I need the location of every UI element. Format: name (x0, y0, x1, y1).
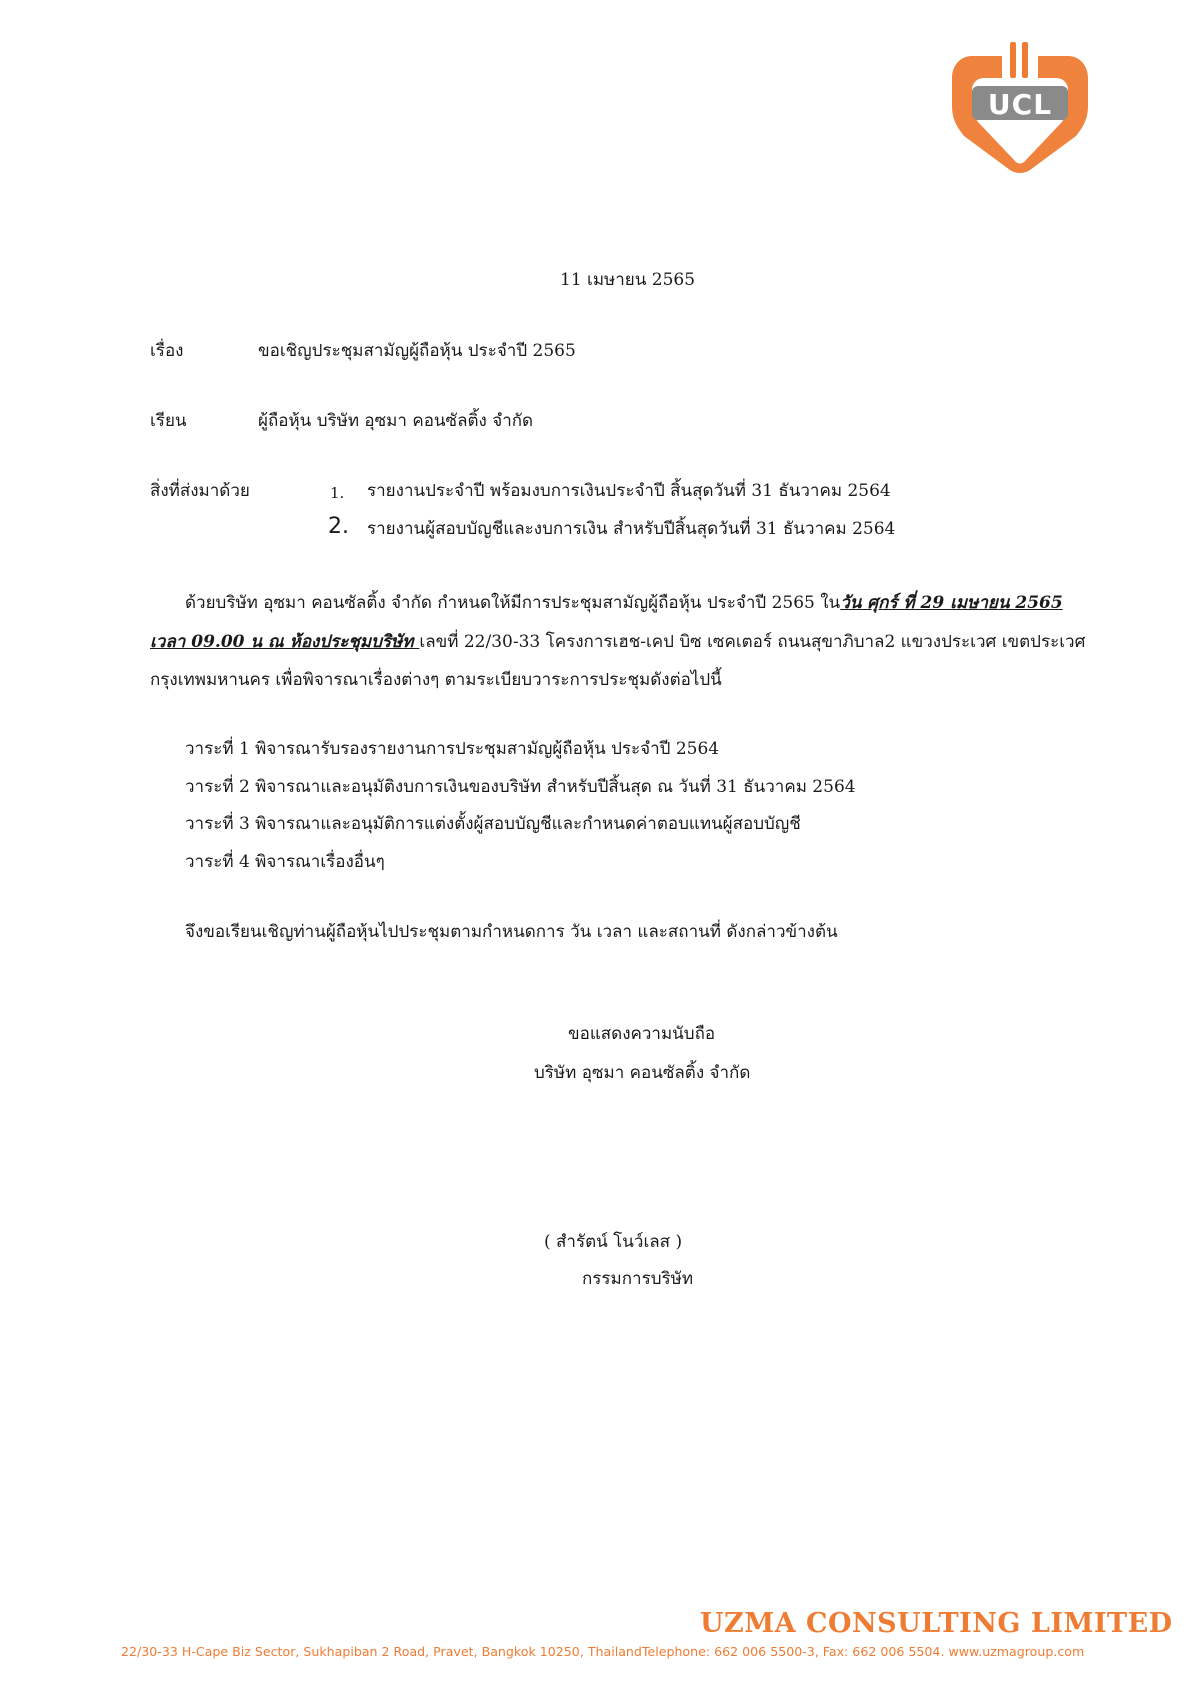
logo-bar-right (1022, 42, 1028, 78)
body-line-3: กรุงเทพมหานคร เพื่อพิจารณาเรื่องต่างๆ ตามระเบียบวาระการประชุมดังต่อไปนี้ (150, 670, 722, 690)
meeting-time-venue: เวลา 09.00 น ณ ห้องประชุมบริษัท (150, 632, 420, 652)
footer-address: 22/30-33 H-Cape Biz Sector, Sukhapiban 2 Road, Pravet, Bangkok 10250, ThailandTelephone: 662 006 5500-3, Fax: 662 006 5504. www.uzmagroup.com (121, 1644, 1085, 1659)
agenda-item-3: วาระที่ 3 พิจารณาและอนุมัติการแต่งตั้งผู้สอบบัญชีและกำหนดค่าตอบแทนผู้สอบบัญชี (185, 814, 801, 834)
enclosure-1-number: 1. (330, 484, 345, 502)
enclosure-2-text: รายงานผู้สอบบัญชีและงบการเงิน สำหรับปีสิ้นสุดวันที่ 31 ธันวาคม 2564 (367, 519, 896, 539)
meeting-address: เลขที่ 22/30-33 โครงการเฮช-เคป บิซ เซคเตอร์ ถนนสุขาภิบาล2 แขวงประเวศ เขตประเวศ (419, 632, 1086, 652)
recipient-text: ผู้ถือหุ้น บริษัท อุซมา คอนซัลติ้ง จำกัด (258, 411, 534, 431)
footer-company-name: UZMA CONSULTING LIMITED (700, 1608, 1173, 1639)
signatory-name: ( สำรัตน์ โนว์เลส ) (544, 1232, 683, 1252)
signing-company: บริษัท อุซมา คอนซัลติ้ง จำกัด (534, 1063, 751, 1083)
enclosure-1-text: รายงานประจำปี พร้อมงบการเงินประจำปี สิ้นสุดวันที่ 31 ธันวาคม 2564 (367, 481, 891, 501)
enclosure-2-number: 2. (328, 514, 349, 539)
enclosure-label: สิ่งที่ส่งมาด้วย (150, 481, 250, 501)
signatory-title: กรรมการบริษัท (582, 1269, 694, 1289)
agenda-item-1: วาระที่ 1 พิจารณารับรองรายงานการประชุมสามัญผู้ถือหุ้น ประจำปี 2564 (185, 739, 720, 759)
body-line-1 (185, 591, 1090, 615)
agenda-item-4: วาระที่ 4 พิจารณาเรื่องอื่นๆ (185, 852, 385, 872)
closing-invitation: จึงขอเรียนเชิญท่านผู้ถือหุ้นไปประชุมตามกำหนดการ วัน เวลา และสถานที่ ดังกล่าวข้างต้น (185, 922, 838, 942)
regards-text: ขอแสดงความนับถือ (568, 1024, 716, 1044)
subject-text: ขอเชิญประชุมสามัญผู้ถือหุ้น ประจำปี 2565 (258, 341, 576, 361)
meeting-date: วัน ศุกร์ ที่ 29 เมษายน 2565 (840, 593, 1063, 613)
body-line-2 (150, 630, 1090, 654)
logo-bar-left (1010, 42, 1016, 78)
recipient-label: เรียน (150, 411, 187, 431)
logo-text: UCL (987, 88, 1053, 121)
letter-date: 11 เมษายน 2565 (560, 270, 696, 290)
company-logo (950, 38, 1090, 174)
agenda-item-2: วาระที่ 2 พิจารณาและอนุมัติงบการเงินของบริษัท สำหรับปีสิ้นสุด ณ วันที่ 31 ธันวาคม 2564 (185, 777, 856, 797)
subject-label: เรื่อง (150, 341, 184, 361)
body-intro: ด้วยบริษัท อุซมา คอนซัลติ้ง จำกัด กำหนดให้มีการประชุมสามัญผู้ถือหุ้น ประจำปี 2565 ใน (185, 593, 841, 613)
